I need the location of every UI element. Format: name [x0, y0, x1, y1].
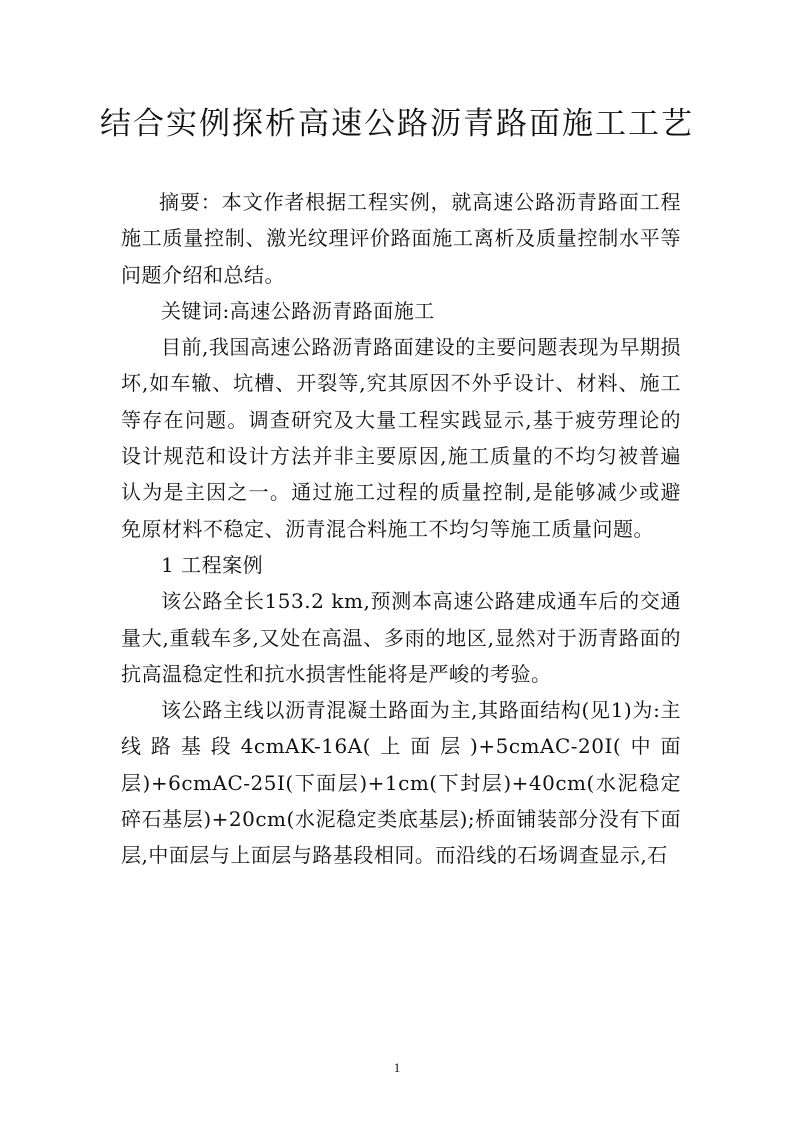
- case-paragraph-1: 该公路全长153.2 km,预测本高速公路建成通车后的交通量大,重载车多,又处在高温、多雨的地区,显然对于沥青路面的抗高温稳定性和抗水损害性能将是严峻的考验。: [121, 589, 681, 686]
- document-title: 结合实例探析高速公路沥青路面施工工艺: [100, 106, 694, 142]
- page-number: 1: [393, 1060, 401, 1075]
- section-heading: 1 工程案例: [161, 552, 264, 577]
- case-paragraph-2: 该公路主线以沥青混凝土路面为主,其路面结构(见1)为:主线路基段4cmAK-16A(上面层)+5cmAC-20I(中面层)+6cmAC-25I(下面层)+1cm(下封层)+40cm(水泥稳定碎石基层)+20cm(水泥稳定类底基层);桥面铺装部分没有下面层,中面层与上面层与路基段相同。而沿线的石场调查显示,石: [121, 698, 681, 868]
- document-body: [121, 184, 681, 874]
- abstract-paragraph: 摘要：本文作者根据工程实例，就高速公路沥青路面工程施工质量控制、激光纹理评价路面施工离析及质量控制水平等问题介绍和总结。: [121, 190, 681, 287]
- keywords-paragraph: 关键词:高速公路沥青路面施工: [161, 298, 435, 323]
- intro-paragraph: 目前,我国高速公路沥青路面建设的主要问题表现为早期损坏,如车辙、坑槽、开裂等,究其原因不外乎设计、材料、施工等存在问题。调查研究及大量工程实践显示,基于疲劳理论的设计规范和设计方法并非主要原因,施工质量的不均匀被普遍认为是主因之一。通过施工过程的质量控制,是能够减少或避免原材料不稳定、沥青混合料施工不均匀等施工质量问题。: [121, 335, 681, 541]
